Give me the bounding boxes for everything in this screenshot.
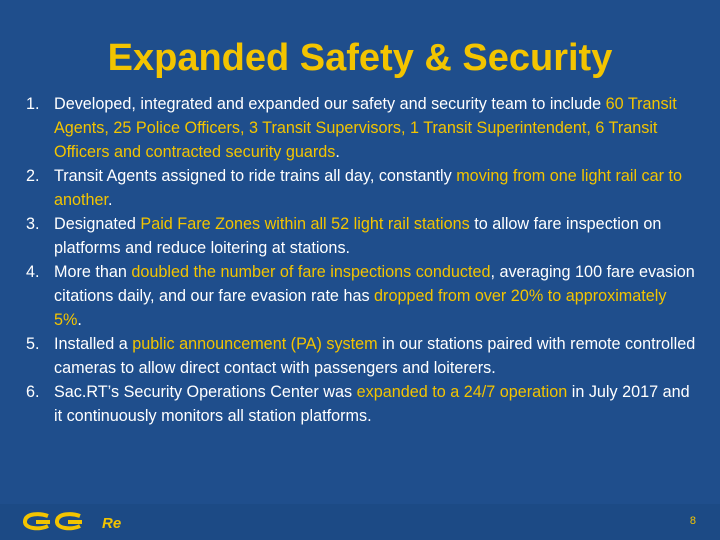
logo-wordmark: Re [102, 515, 122, 532]
list-item-number: 4. [26, 263, 40, 281]
highlighted-text: moving from one light rail car to another [54, 167, 683, 209]
text-segment: Sac.RT’s Security Operations Center was [54, 383, 357, 401]
highlighted-text: expanded to a 24/7 operation [356, 383, 568, 401]
list-item-number: 1. [26, 95, 40, 113]
bullet-list [26, 92, 696, 428]
list-item-number: 6. [26, 383, 40, 401]
highlighted-text: doubled the number of fare inspections conducted [131, 263, 491, 281]
text-segment: Designated [54, 215, 141, 233]
highlighted-text: public announcement (PA) system [132, 335, 378, 353]
list-item-text [54, 332, 696, 380]
text-segment: Transit Agents assigned to ride trains all day, constantly [54, 167, 457, 185]
text-segment: . [108, 191, 113, 209]
slide-title: Expanded Safety & Security [107, 37, 613, 79]
text-segment: Installed a [54, 335, 133, 353]
list-item-number: 2. [26, 167, 40, 185]
list-item [26, 380, 696, 428]
list-item-text [54, 212, 696, 260]
list-item-text [54, 380, 696, 428]
text-segment: . [335, 143, 340, 161]
list-item-text [54, 92, 696, 164]
list-item [26, 164, 696, 212]
text-segment: Developed, integrated and expanded our safety and security team to include [54, 95, 606, 113]
text-segment: in July 2017 and it continuously monitors all station platforms. [54, 383, 690, 425]
list-item-text [54, 260, 696, 332]
list-item [26, 212, 696, 260]
list-item-number: 3. [26, 215, 40, 233]
text-segment: in our stations paired with remote controlled cameras to allow direct contact with passengers and loiterers. [54, 335, 696, 377]
text-segment: , averaging 100 fare evasion citations daily, and our fare evasion rate has [54, 263, 695, 305]
text-segment: to allow fare inspection on platforms and reduce loitering at stations. [54, 215, 662, 257]
logo-bar-right [68, 520, 82, 524]
text-segment: More than [54, 263, 132, 281]
list-item-text [54, 164, 696, 212]
list-item [26, 260, 696, 332]
highlighted-text: dropped from over 20% to approximately 5% [54, 287, 667, 329]
text-segment: . [77, 311, 82, 329]
list-item [26, 92, 696, 164]
highlighted-text: 60 Transit Agents, 25 Police Officers, 3 Transit Supervisors, 1 Transit Superintendent, 6 Transit Officers and contracted security guards [54, 95, 677, 161]
page-number: 8 [689, 515, 696, 527]
highlighted-text: Paid Fare Zones within all 52 light rail stations [140, 215, 470, 233]
logo-bar-left [36, 520, 50, 524]
list-item [26, 332, 696, 380]
sacrt-logo [20, 509, 140, 535]
list-item-number: 5. [26, 335, 40, 353]
